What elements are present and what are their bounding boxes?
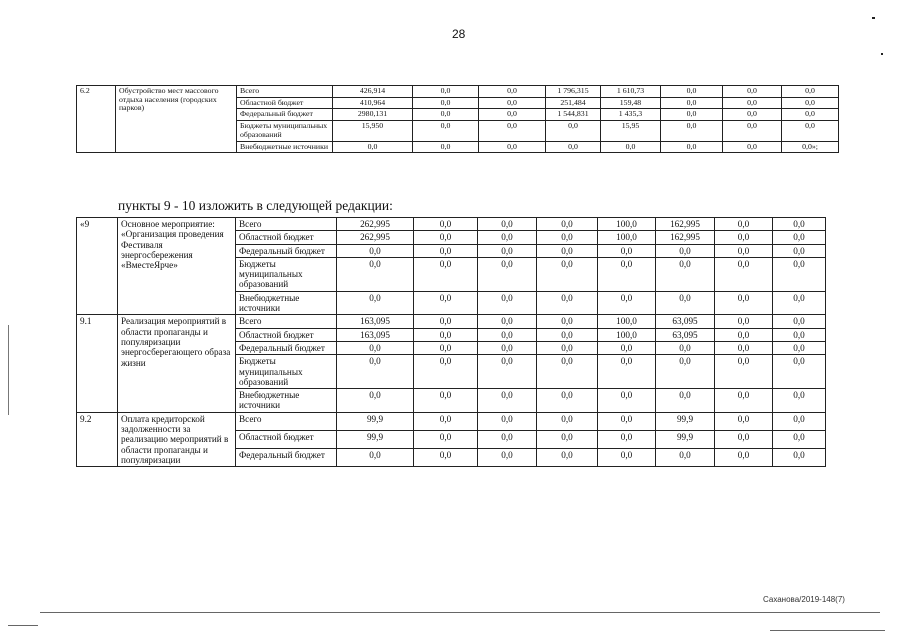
amount-cell: 0,0 [413,97,479,109]
amount-cell: 0,0 [773,257,826,291]
amount-cell: 0,0 [773,341,826,354]
amount-cell: 1 544,831 [546,109,601,121]
amount-cell: 0,0 [414,341,478,354]
amount-cell: 0,0 [782,121,839,141]
amount-cell: 262,995 [337,218,414,231]
amount-cell: 0,0 [773,389,826,413]
amount-cell: 0,0 [333,141,413,153]
amount-cell: 0,0 [414,412,478,430]
amount-cell: 0,0 [715,257,773,291]
amount-cell: 0,0 [414,231,478,244]
amount-cell: 63,095 [656,328,715,341]
amount-cell: 0,0 [598,341,656,354]
amount-cell: 0,0 [715,412,773,430]
amount-cell: 0,0 [537,430,598,448]
amount-cell: 0,0 [479,109,546,121]
funding-source-cell: Всего [236,412,337,430]
funding-source-cell: Бюджеты муниципальных образований [236,355,337,389]
amount-cell: 0,0 [598,257,656,291]
amount-cell: 99,9 [337,412,414,430]
amount-cell: 262,995 [337,231,414,244]
amount-cell: 0,0 [337,355,414,389]
amount-cell: 0,0 [773,315,826,328]
amount-cell: 0,0 [598,244,656,257]
amount-cell: 100,0 [598,218,656,231]
table-row [77,218,826,231]
amount-cell: 0,0 [598,389,656,413]
amount-cell: 15,950 [333,121,413,141]
amount-cell: 163,095 [337,328,414,341]
amount-cell: 0,0 [414,257,478,291]
amount-cell: 0,0 [537,341,598,354]
amount-cell: 0,0 [773,430,826,448]
amount-cell: 0,0 [414,328,478,341]
amount-cell: 0,0 [478,328,537,341]
amount-cell: 15,95 [601,121,661,141]
amount-cell: 162,995 [656,218,715,231]
amount-cell: 0,0 [478,231,537,244]
activity-name-cell: Оплата кредиторской задолженности за реализацию мероприятий в области пропаганды и популяризации [118,412,236,466]
amount-cell: 0,0 [773,291,826,315]
funding-source-cell: Всего [236,218,337,231]
amount-cell: 0,0 [598,355,656,389]
amount-cell: 0,0 [661,86,723,98]
amount-cell: 0,0 [478,430,537,448]
activity-name-cell: Реализация мероприятий в области пропаганды и популяризации энергосберегающего образа жизни [118,315,236,412]
amount-cell: 0,0 [537,291,598,315]
amount-cell: 0,0 [537,244,598,257]
amount-cell: 0,0 [479,86,546,98]
amount-cell: 0,0 [478,291,537,315]
activity-name-cell: Основное мероприятие: «Организация проведения Фестиваля энергосбережения «ВместеЯрче» [118,218,236,315]
amount-cell: 0,0 [537,355,598,389]
amount-cell: 0,0 [337,291,414,315]
amount-cell: 0,0 [715,231,773,244]
amount-cell: 0,0 [661,121,723,141]
amount-cell: 0,0»; [782,141,839,153]
amount-cell: 100,0 [598,328,656,341]
amount-cell: 0,0 [782,97,839,109]
amount-cell: 0,0 [537,389,598,413]
activity-name-cell: Обустройство мест массового отдыха населения (городских парков) [116,86,237,153]
amount-cell: 163,095 [337,315,414,328]
amount-cell: 0,0 [598,412,656,430]
amount-cell: 0,0 [537,412,598,430]
item-number-cell: 9.1 [77,315,118,412]
funding-source-cell: Федеральный бюджет [237,109,333,121]
amount-cell: 0,0 [656,291,715,315]
funding-source-cell: Областной бюджет [236,430,337,448]
funding-source-cell: Внебюджетные источники [237,141,333,153]
amount-cell: 2980,131 [333,109,413,121]
amount-cell: 0,0 [478,449,537,467]
amount-cell: 0,0 [598,449,656,467]
amount-cell: 0,0 [478,412,537,430]
amount-cell: 0,0 [478,257,537,291]
amount-cell: 410,964 [333,97,413,109]
amount-cell: 0,0 [479,141,546,153]
amount-cell: 1 435,3 [601,109,661,121]
amount-cell: 0,0 [478,341,537,354]
amount-cell: 0,0 [414,244,478,257]
amount-cell: 0,0 [414,449,478,467]
amount-cell: 0,0 [656,257,715,291]
amount-cell: 0,0 [478,355,537,389]
amount-cell: 0,0 [661,97,723,109]
amount-cell: 0,0 [773,449,826,467]
amount-cell: 0,0 [661,141,723,153]
funding-source-cell: Федеральный бюджет [236,341,337,354]
funding-source-cell: Федеральный бюджет [236,244,337,257]
amount-cell: 0,0 [478,218,537,231]
funding-source-cell: Всего [237,86,333,98]
scan-speck [881,53,883,55]
amount-cell: 0,0 [656,449,715,467]
amount-cell: 0,0 [478,315,537,328]
amount-cell: 0,0 [723,97,782,109]
amount-cell: 0,0 [413,121,479,141]
funding-source-cell: Областной бюджет [237,97,333,109]
amount-cell: 0,0 [715,355,773,389]
amount-cell: 0,0 [414,315,478,328]
budget-table-continued [76,85,839,153]
amount-cell: 0,0 [479,97,546,109]
amount-cell: 0,0 [656,244,715,257]
item-number-cell: 6.2 [77,86,116,153]
funding-source-cell: Бюджеты муниципальных образований [237,121,333,141]
amount-cell: 0,0 [773,328,826,341]
budget-table-new-edition [76,217,826,467]
funding-source-cell: Областной бюджет [236,231,337,244]
amount-cell: 0,0 [414,291,478,315]
amount-cell: 99,9 [656,430,715,448]
amount-cell: 0,0 [479,121,546,141]
amount-cell: 1 610,73 [601,86,661,98]
table-row [77,412,826,430]
amount-cell: 0,0 [782,109,839,121]
amount-cell: 0,0 [337,341,414,354]
table-row [77,86,839,98]
footer-rule-right [770,630,885,631]
amount-cell: 0,0 [715,389,773,413]
amount-cell: 0,0 [723,109,782,121]
item-number-cell: 9.2 [77,412,118,466]
amount-cell: 0,0 [413,86,479,98]
amount-cell: 0,0 [537,231,598,244]
footer-rule-short [8,625,38,626]
amount-cell: 0,0 [478,389,537,413]
amount-cell: 0,0 [723,86,782,98]
amount-cell: 251,484 [546,97,601,109]
amount-cell: 0,0 [337,244,414,257]
funding-source-cell: Внебюджетные источники [236,291,337,315]
amount-cell: 0,0 [537,449,598,467]
amount-cell: 0,0 [723,121,782,141]
funding-source-cell: Всего [236,315,337,328]
document-code: Саханова/2019-148(7) [763,595,845,604]
amount-cell: 0,0 [546,141,601,153]
amount-cell: 0,0 [715,244,773,257]
amount-cell: 0,0 [337,449,414,467]
amount-cell: 0,0 [601,141,661,153]
amount-cell: 0,0 [414,218,478,231]
amount-cell: 0,0 [715,218,773,231]
amount-cell: 0,0 [773,244,826,257]
amount-cell: 159,48 [601,97,661,109]
amount-cell: 426,914 [333,86,413,98]
amount-cell: 0,0 [537,218,598,231]
section-intro-text: пункты 9 - 10 изложить в следующей редакции: [118,198,393,213]
page-number: 28 [452,27,466,41]
funding-source-cell: Бюджеты муниципальных образований [236,257,337,291]
amount-cell: 0,0 [782,86,839,98]
amount-cell: 0,0 [656,355,715,389]
amount-cell: 0,0 [537,257,598,291]
funding-source-cell: Федеральный бюджет [236,449,337,467]
amount-cell: 0,0 [414,389,478,413]
table-row [77,315,826,328]
amount-cell: 0,0 [661,109,723,121]
amount-cell: 0,0 [715,449,773,467]
amount-cell: 0,0 [478,244,537,257]
amount-cell: 0,0 [715,341,773,354]
amount-cell: 1 796,315 [546,86,601,98]
amount-cell: 63,095 [656,315,715,328]
amount-cell: 0,0 [337,389,414,413]
amount-cell: 0,0 [656,389,715,413]
amount-cell: 0,0 [413,141,479,153]
amount-cell: 0,0 [537,328,598,341]
amount-cell: 0,0 [656,341,715,354]
amount-cell: 0,0 [723,141,782,153]
amount-cell: 0,0 [715,328,773,341]
amount-cell: 0,0 [414,430,478,448]
amount-cell: 100,0 [598,315,656,328]
funding-source-cell: Областной бюджет [236,328,337,341]
amount-cell: 100,0 [598,231,656,244]
item-number-cell: «9 [77,218,118,315]
amount-cell: 0,0 [413,109,479,121]
amount-cell: 0,0 [337,257,414,291]
amount-cell: 0,0 [715,291,773,315]
amount-cell: 0,0 [598,430,656,448]
scan-edge-line [8,325,9,415]
amount-cell: 0,0 [715,430,773,448]
scan-speck [872,17,875,19]
footer-rule [40,612,880,613]
funding-source-cell: Внебюджетные источники [236,389,337,413]
amount-cell: 0,0 [773,412,826,430]
amount-cell: 162,995 [656,231,715,244]
amount-cell: 0,0 [715,315,773,328]
amount-cell: 0,0 [773,355,826,389]
amount-cell: 0,0 [773,231,826,244]
amount-cell: 0,0 [773,218,826,231]
amount-cell: 0,0 [414,355,478,389]
amount-cell: 0,0 [546,121,601,141]
amount-cell: 99,9 [337,430,414,448]
amount-cell: 0,0 [537,315,598,328]
amount-cell: 99,9 [656,412,715,430]
amount-cell: 0,0 [598,291,656,315]
